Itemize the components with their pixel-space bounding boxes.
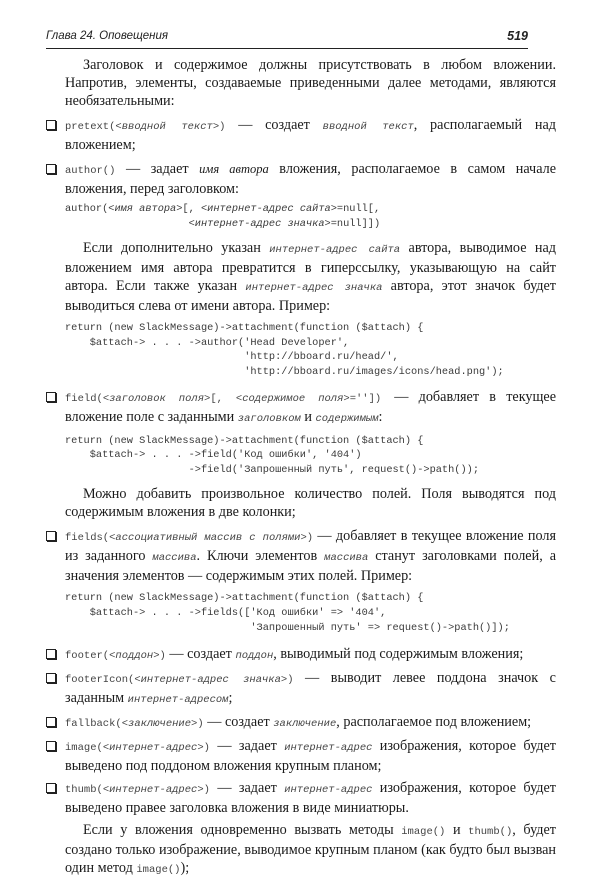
list-item-fallback: fallback(<заключение>) — создает заключение, располагаемое под вложением; [46,713,556,733]
checkbox-bullet-icon [46,120,56,130]
author-signature: author(<имя автора>[, <интернет-адрес сайта>=null[, <интернет-адрес значка>=null]]) [65,203,381,230]
author-note-paragraph: Если дополнительно указан интернет-адрес сайта автора, выводимое над вложением имя автора превратится в гиперссылку, указывающую на сайт автора. Если также указан интернет-адрес значка автора, этот значок будет выводиться слева от имени автора. Пример: [65,240,557,315]
list-item-thumb: thumb(<интернет-адрес>) — задает интернет-адрес изображения, которое будет выведено правее заголовка вложения в виде миниатюры. [46,779,556,817]
page-body [46,56,556,879]
checkbox-bullet-icon [46,673,56,683]
list-item-author: author() — задает имя автора вложения, располагаемое в самом начале вложения, перед заголовком: [46,160,556,198]
intro-paragraph: Заголовок и содержимое должны присутствовать в любом вложении. Напротив, элементы, создаваемые приведенными далее методами, являются необязательными: [65,57,556,109]
code-example-fields: return (new SlackMessage)->attachment(function ($attach) { $attach-> . . . ->fields(['Код ошибки' => '404', 'Запрошенный путь' => request()->path()]); [65,592,510,634]
list-item-field: field(<заголовок поля>[, <содержимое поля>='']) — добавляет в текущее вложение поле с заданными заголовком и содержимым: [46,388,556,428]
checkbox-bullet-icon [46,164,56,174]
checkbox-bullet-icon [46,392,56,402]
fields-intro-paragraph: Можно добавить произвольное количество полей. Поля выводятся под содержимым вложения в две колонки; [65,486,556,521]
checkbox-bullet-icon [46,783,56,793]
list-item-pretext: pretext(<вводной текст>) — создает вводной текст, располагаемый над вложением; [46,116,556,154]
checkbox-bullet-icon [46,531,56,541]
final-paragraph: Если у вложения одновременно вызвать методы image() и thumb(), будет создано только изображение, выводимое крупным планом (как будто был вызван один метод image()); [65,822,557,877]
list-item-image: image(<интернет-адрес>) — задает интернет-адрес изображения, которое будет выведено под поддоном вложения крупным планом; [46,737,556,775]
chapter-title: Глава 24. Оповещения [46,30,169,42]
list-item-footer: footer(<поддон>) — создает поддон, выводимый под содержимым вложения; [46,645,556,665]
checkbox-bullet-icon [46,717,56,727]
list-item-fields: fields(<ассоциативный массив с полями>) — добавляет в текущее вложение поля из заданного массива. Ключи элементов массива станут заголовками полей, а значения элементов — содержимым этих полей. Пример: [46,527,556,585]
page-number: 519 [507,29,528,43]
code-example-field: return (new SlackMessage)->attachment(function ($attach) { $attach-> . . . ->field('Код ошибки', '404') ->field('Запрошенный путь', request()->path()); [65,434,480,476]
code-example-author: return (new SlackMessage)->attachment(function ($attach) { $attach-> . . . ->author('Head Developer', 'http://bboard.ru/head/', 'http://bboard.ru/images/icons/head.png'); [65,322,504,378]
list-item-footer-icon: footerIcon(<интернет-адрес значка>) — выводит левее поддона значок с заданным интернет-адресом; [46,669,556,709]
running-header [46,28,528,49]
checkbox-bullet-icon [46,741,56,751]
checkbox-bullet-icon [46,649,56,659]
